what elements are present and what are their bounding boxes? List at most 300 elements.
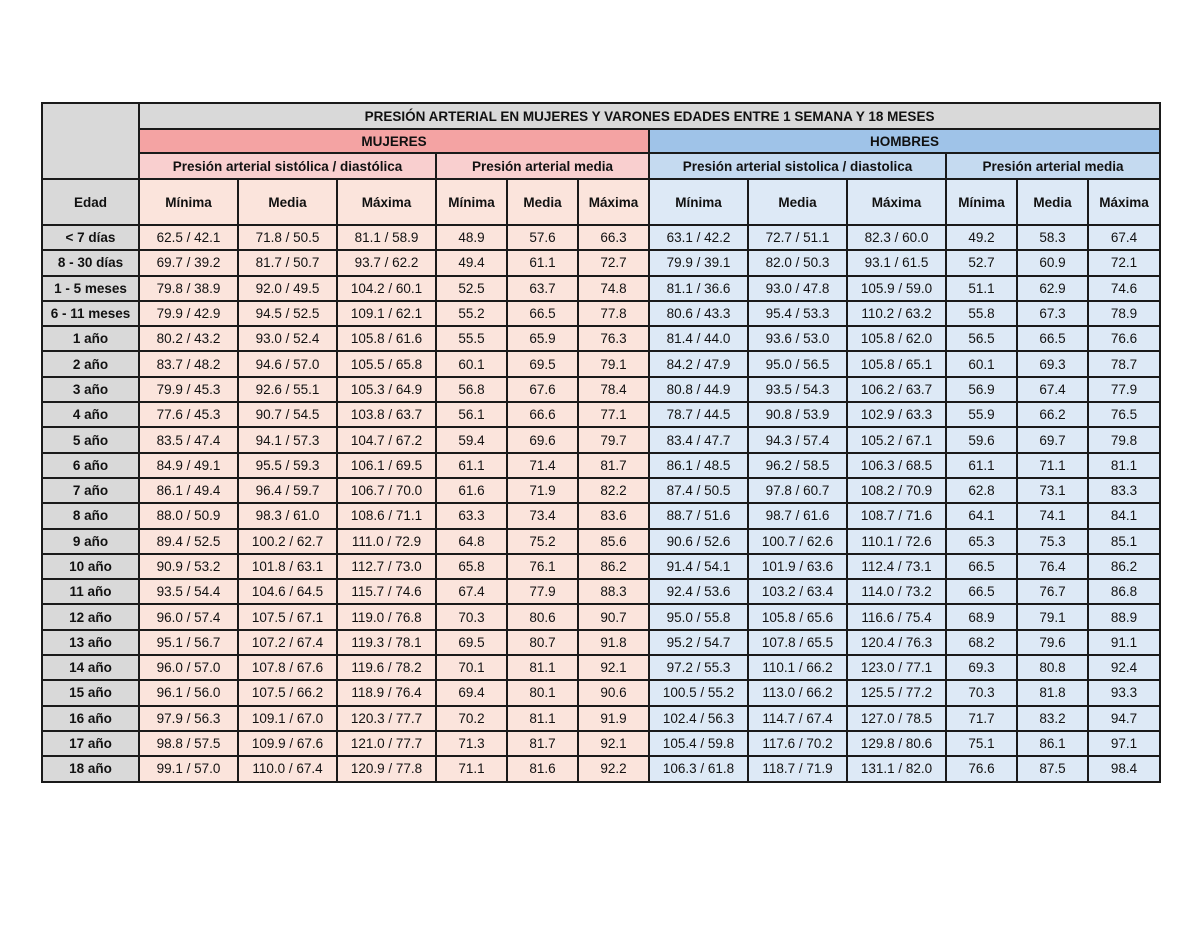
table-cell: 73.4 xyxy=(507,503,578,528)
table-cell: 97.2 / 55.3 xyxy=(649,655,748,680)
table-cell: 108.6 / 71.1 xyxy=(337,503,436,528)
table-cell: 120.9 / 77.8 xyxy=(337,756,436,781)
table-cell: 108.7 / 71.6 xyxy=(847,503,946,528)
row-age-label: 8 año xyxy=(42,503,139,528)
table-cell: 75.3 xyxy=(1017,529,1088,554)
table-cell: 90.6 xyxy=(578,680,649,705)
table-cell: 81.7 xyxy=(578,453,649,478)
table-cell: 92.6 / 55.1 xyxy=(238,377,337,402)
table-cell: 66.2 xyxy=(1017,402,1088,427)
table-cell: 77.9 xyxy=(507,579,578,604)
table-cell: 70.3 xyxy=(436,604,507,629)
table-cell: 104.7 / 67.2 xyxy=(337,427,436,452)
table-cell: 120.4 / 76.3 xyxy=(847,630,946,655)
table-cell: 86.1 / 48.5 xyxy=(649,453,748,478)
table-cell: 91.8 xyxy=(578,630,649,655)
table-cell: 62.9 xyxy=(1017,276,1088,301)
table-cell: 93.3 xyxy=(1088,680,1160,705)
table-cell: 119.0 / 76.8 xyxy=(337,604,436,629)
column-header: Mínima xyxy=(946,179,1017,225)
table-cell: 71.4 xyxy=(507,453,578,478)
table-cell: 69.3 xyxy=(946,655,1017,680)
table-cell: 114.7 / 67.4 xyxy=(748,706,847,731)
row-age-label: 16 año xyxy=(42,706,139,731)
table-cell: 88.9 xyxy=(1088,604,1160,629)
table-cell: 80.6 xyxy=(507,604,578,629)
table-cell: 55.2 xyxy=(436,301,507,326)
table-cell: 97.1 xyxy=(1088,731,1160,756)
table-cell: 66.5 xyxy=(1017,326,1088,351)
table-cell: 49.2 xyxy=(946,225,1017,250)
table-row xyxy=(42,326,1160,351)
table-cell: 63.7 xyxy=(507,276,578,301)
table-cell: 79.1 xyxy=(578,351,649,376)
table-cell: 98.4 xyxy=(1088,756,1160,781)
subheader-women-systolic-diastolic: Presión arterial sistólica / diastólica xyxy=(139,153,436,179)
row-age-label: 3 año xyxy=(42,377,139,402)
table-cell: 78.7 xyxy=(1088,351,1160,376)
table-cell: 76.7 xyxy=(1017,579,1088,604)
table-row xyxy=(42,377,1160,402)
table-cell: 74.6 xyxy=(1088,276,1160,301)
table-row xyxy=(42,503,1160,528)
table-row xyxy=(42,453,1160,478)
table-cell: 109.9 / 67.6 xyxy=(238,731,337,756)
row-age-label: 15 año xyxy=(42,680,139,705)
table-cell: 94.3 / 57.4 xyxy=(748,427,847,452)
table-cell: 68.9 xyxy=(946,604,1017,629)
table-cell: 85.6 xyxy=(578,529,649,554)
table-cell: 117.6 / 70.2 xyxy=(748,731,847,756)
column-header: Media xyxy=(748,179,847,225)
table-cell: 109.1 / 67.0 xyxy=(238,706,337,731)
column-header: Máxima xyxy=(1088,179,1160,225)
table-cell: 71.7 xyxy=(946,706,1017,731)
table-cell: 91.1 xyxy=(1088,630,1160,655)
table-cell: 77.8 xyxy=(578,301,649,326)
row-age-label: 2 año xyxy=(42,351,139,376)
row-age-label: 10 año xyxy=(42,554,139,579)
row-age-label: 14 año xyxy=(42,655,139,680)
table-cell: 82.0 / 50.3 xyxy=(748,250,847,275)
table-cell: 61.6 xyxy=(436,478,507,503)
table-cell: 97.8 / 60.7 xyxy=(748,478,847,503)
table-cell: 65.9 xyxy=(507,326,578,351)
table-cell: 59.6 xyxy=(946,427,1017,452)
table-row xyxy=(42,706,1160,731)
row-age-label: 6 año xyxy=(42,453,139,478)
table-cell: 73.1 xyxy=(1017,478,1088,503)
table-cell: 62.8 xyxy=(946,478,1017,503)
table-cell: 92.4 xyxy=(1088,655,1160,680)
row-age-label: 1 año xyxy=(42,326,139,351)
subheader-men-systolic-diastolic: Presión arterial sistolica / diastolica xyxy=(649,153,946,179)
table-cell: 90.9 / 53.2 xyxy=(139,554,238,579)
table-cell: 121.0 / 77.7 xyxy=(337,731,436,756)
table-cell: 67.4 xyxy=(1088,225,1160,250)
table-cell: 86.1 xyxy=(1017,731,1088,756)
table-cell: 91.4 / 54.1 xyxy=(649,554,748,579)
column-header: Media xyxy=(238,179,337,225)
table-cell: 86.8 xyxy=(1088,579,1160,604)
table-cell: 69.4 xyxy=(436,680,507,705)
table-cell: 79.1 xyxy=(1017,604,1088,629)
table-cell: 48.9 xyxy=(436,225,507,250)
table-cell: 49.4 xyxy=(436,250,507,275)
table-cell: 87.4 / 50.5 xyxy=(649,478,748,503)
table-row xyxy=(42,731,1160,756)
table-cell: 71.1 xyxy=(436,756,507,781)
table-cell: 79.6 xyxy=(1017,630,1088,655)
table-cell: 107.5 / 67.1 xyxy=(238,604,337,629)
table-cell: 81.7 xyxy=(507,731,578,756)
table-row xyxy=(42,630,1160,655)
table-cell: 105.8 / 65.6 xyxy=(748,604,847,629)
column-header: Media xyxy=(1017,179,1088,225)
table-cell: 100.7 / 62.6 xyxy=(748,529,847,554)
table-cell: 80.7 xyxy=(507,630,578,655)
group-header-women: MUJERES xyxy=(139,129,649,153)
table-cell: 56.1 xyxy=(436,402,507,427)
column-header: Mínima xyxy=(649,179,748,225)
table-cell: 79.8 / 38.9 xyxy=(139,276,238,301)
table-cell: 93.0 / 52.4 xyxy=(238,326,337,351)
table-cell: 64.8 xyxy=(436,529,507,554)
table-cell: 58.3 xyxy=(1017,225,1088,250)
table-cell: 110.1 / 72.6 xyxy=(847,529,946,554)
table-row xyxy=(42,427,1160,452)
row-age-label: 1 - 5 meses xyxy=(42,276,139,301)
table-cell: 114.0 / 73.2 xyxy=(847,579,946,604)
table-cell: 96.4 / 59.7 xyxy=(238,478,337,503)
row-age-label: < 7 días xyxy=(42,225,139,250)
table-cell: 106.7 / 70.0 xyxy=(337,478,436,503)
column-header: Mínima xyxy=(436,179,507,225)
table-cell: 51.1 xyxy=(946,276,1017,301)
row-age-label: 13 año xyxy=(42,630,139,655)
column-header-row xyxy=(42,179,1160,225)
table-cell: 82.3 / 60.0 xyxy=(847,225,946,250)
subheader-women-mean: Presión arterial media xyxy=(436,153,649,179)
table-cell: 112.4 / 73.1 xyxy=(847,554,946,579)
table-cell: 90.8 / 53.9 xyxy=(748,402,847,427)
table-cell: 129.8 / 80.6 xyxy=(847,731,946,756)
table-cell: 113.0 / 66.2 xyxy=(748,680,847,705)
table-cell: 60.1 xyxy=(436,351,507,376)
table-row xyxy=(42,276,1160,301)
table-cell: 69.6 xyxy=(507,427,578,452)
table-cell: 52.7 xyxy=(946,250,1017,275)
table-cell: 105.8 / 62.0 xyxy=(847,326,946,351)
table-cell: 88.7 / 51.6 xyxy=(649,503,748,528)
table-cell: 109.1 / 62.1 xyxy=(337,301,436,326)
table-cell: 61.1 xyxy=(946,453,1017,478)
table-cell: 79.9 / 39.1 xyxy=(649,250,748,275)
table-cell: 66.6 xyxy=(507,402,578,427)
table-cell: 71.9 xyxy=(507,478,578,503)
table-cell: 76.3 xyxy=(578,326,649,351)
table-cell: 56.5 xyxy=(946,326,1017,351)
table-cell: 104.6 / 64.5 xyxy=(238,579,337,604)
table-cell: 94.5 / 52.5 xyxy=(238,301,337,326)
table-cell: 93.1 / 61.5 xyxy=(847,250,946,275)
table-cell: 112.7 / 73.0 xyxy=(337,554,436,579)
table-cell: 77.9 xyxy=(1088,377,1160,402)
table-cell: 81.7 / 50.7 xyxy=(238,250,337,275)
table-cell: 131.1 / 82.0 xyxy=(847,756,946,781)
table-cell: 83.4 / 47.7 xyxy=(649,427,748,452)
table-cell: 71.8 / 50.5 xyxy=(238,225,337,250)
table-cell: 65.8 xyxy=(436,554,507,579)
table-cell: 89.4 / 52.5 xyxy=(139,529,238,554)
table-cell: 116.6 / 75.4 xyxy=(847,604,946,629)
table-cell: 100.5 / 55.2 xyxy=(649,680,748,705)
table-cell: 71.3 xyxy=(436,731,507,756)
table-cell: 81.1 / 58.9 xyxy=(337,225,436,250)
table-cell: 100.2 / 62.7 xyxy=(238,529,337,554)
column-header: Máxima xyxy=(847,179,946,225)
table-cell: 76.6 xyxy=(946,756,1017,781)
table-cell: 88.0 / 50.9 xyxy=(139,503,238,528)
table-cell: 77.1 xyxy=(578,402,649,427)
table-cell: 79.8 xyxy=(1088,427,1160,452)
table-cell: 105.3 / 64.9 xyxy=(337,377,436,402)
table-cell: 81.1 xyxy=(507,655,578,680)
table-cell: 96.0 / 57.0 xyxy=(139,655,238,680)
table-cell: 93.0 / 47.8 xyxy=(748,276,847,301)
table-cell: 92.1 xyxy=(578,655,649,680)
table-cell: 55.8 xyxy=(946,301,1017,326)
table-cell: 68.2 xyxy=(946,630,1017,655)
table-cell: 84.2 / 47.9 xyxy=(649,351,748,376)
table-cell: 69.7 xyxy=(1017,427,1088,452)
table-cell: 96.0 / 57.4 xyxy=(139,604,238,629)
table-cell: 78.4 xyxy=(578,377,649,402)
row-age-label: 17 año xyxy=(42,731,139,756)
table-cell: 103.8 / 63.7 xyxy=(337,402,436,427)
table-row xyxy=(42,250,1160,275)
table-cell: 81.1 xyxy=(507,706,578,731)
row-age-label: 9 año xyxy=(42,529,139,554)
table-cell: 65.3 xyxy=(946,529,1017,554)
group-header-men: HOMBRES xyxy=(649,129,1160,153)
corner-cell xyxy=(42,103,139,179)
table-row xyxy=(42,579,1160,604)
table-cell: 99.1 / 57.0 xyxy=(139,756,238,781)
table-cell: 59.4 xyxy=(436,427,507,452)
table-cell: 56.8 xyxy=(436,377,507,402)
row-age-label: 12 año xyxy=(42,604,139,629)
table-cell: 66.3 xyxy=(578,225,649,250)
table-cell: 95.1 / 56.7 xyxy=(139,630,238,655)
table-cell: 57.6 xyxy=(507,225,578,250)
table-cell: 102.9 / 63.3 xyxy=(847,402,946,427)
table-cell: 103.2 / 63.4 xyxy=(748,579,847,604)
table-cell: 83.2 xyxy=(1017,706,1088,731)
table-cell: 101.8 / 63.1 xyxy=(238,554,337,579)
table-cell: 110.2 / 63.2 xyxy=(847,301,946,326)
table-cell: 106.3 / 61.8 xyxy=(649,756,748,781)
table-cell: 79.9 / 42.9 xyxy=(139,301,238,326)
table-cell: 97.9 / 56.3 xyxy=(139,706,238,731)
table-cell: 82.2 xyxy=(578,478,649,503)
table-cell: 67.4 xyxy=(1017,377,1088,402)
table-cell: 106.3 / 68.5 xyxy=(847,453,946,478)
table-cell: 92.1 xyxy=(578,731,649,756)
table-cell: 81.1 / 36.6 xyxy=(649,276,748,301)
table-cell: 66.5 xyxy=(507,301,578,326)
table-cell: 81.4 / 44.0 xyxy=(649,326,748,351)
table-cell: 86.1 / 49.4 xyxy=(139,478,238,503)
row-age-label: 18 año xyxy=(42,756,139,781)
table-cell: 98.7 / 61.6 xyxy=(748,503,847,528)
table-cell: 70.2 xyxy=(436,706,507,731)
table-cell: 119.6 / 78.2 xyxy=(337,655,436,680)
table-cell: 74.8 xyxy=(578,276,649,301)
table-cell: 56.9 xyxy=(946,377,1017,402)
blood-pressure-table xyxy=(41,102,1161,783)
table-cell: 83.5 / 47.4 xyxy=(139,427,238,452)
table-cell: 92.0 / 49.5 xyxy=(238,276,337,301)
table-cell: 60.9 xyxy=(1017,250,1088,275)
table-cell: 107.8 / 67.6 xyxy=(238,655,337,680)
table-cell: 76.6 xyxy=(1088,326,1160,351)
table-cell: 105.9 / 59.0 xyxy=(847,276,946,301)
table-row xyxy=(42,680,1160,705)
table-row xyxy=(42,655,1160,680)
table-cell: 61.1 xyxy=(507,250,578,275)
table-cell: 94.6 / 57.0 xyxy=(238,351,337,376)
table-cell: 93.6 / 53.0 xyxy=(748,326,847,351)
table-cell: 80.8 / 44.9 xyxy=(649,377,748,402)
table-cell: 80.2 / 43.2 xyxy=(139,326,238,351)
table-cell: 81.6 xyxy=(507,756,578,781)
table-cell: 75.1 xyxy=(946,731,1017,756)
row-age-label: 11 año xyxy=(42,579,139,604)
table-cell: 75.2 xyxy=(507,529,578,554)
table-cell: 60.1 xyxy=(946,351,1017,376)
table-cell: 106.2 / 63.7 xyxy=(847,377,946,402)
table-row xyxy=(42,478,1160,503)
table-cell: 83.7 / 48.2 xyxy=(139,351,238,376)
row-age-label: 7 año xyxy=(42,478,139,503)
table-cell: 69.5 xyxy=(436,630,507,655)
column-header: Máxima xyxy=(578,179,649,225)
table-cell: 90.6 / 52.6 xyxy=(649,529,748,554)
table-cell: 64.1 xyxy=(946,503,1017,528)
table-cell: 70.3 xyxy=(946,680,1017,705)
row-age-label: 8 - 30 días xyxy=(42,250,139,275)
table-cell: 125.5 / 77.2 xyxy=(847,680,946,705)
table-cell: 102.4 / 56.3 xyxy=(649,706,748,731)
table-row xyxy=(42,756,1160,781)
table-cell: 80.8 xyxy=(1017,655,1088,680)
table-cell: 127.0 / 78.5 xyxy=(847,706,946,731)
column-header: Máxima xyxy=(337,179,436,225)
table-cell: 104.2 / 60.1 xyxy=(337,276,436,301)
table-cell: 85.1 xyxy=(1088,529,1160,554)
table-row xyxy=(42,402,1160,427)
column-header-edad: Edad xyxy=(42,179,139,225)
table-cell: 63.3 xyxy=(436,503,507,528)
table-cell: 67.6 xyxy=(507,377,578,402)
table-cell: 105.2 / 67.1 xyxy=(847,427,946,452)
table-cell: 91.9 xyxy=(578,706,649,731)
table-cell: 98.3 / 61.0 xyxy=(238,503,337,528)
table-cell: 76.5 xyxy=(1088,402,1160,427)
table-cell: 123.0 / 77.1 xyxy=(847,655,946,680)
table-row xyxy=(42,225,1160,250)
table-cell: 86.2 xyxy=(578,554,649,579)
table-cell: 55.9 xyxy=(946,402,1017,427)
table-row xyxy=(42,351,1160,376)
table-cell: 95.2 / 54.7 xyxy=(649,630,748,655)
table-cell: 74.1 xyxy=(1017,503,1088,528)
table-cell: 105.8 / 61.6 xyxy=(337,326,436,351)
table-cell: 62.5 / 42.1 xyxy=(139,225,238,250)
table-cell: 78.7 / 44.5 xyxy=(649,402,748,427)
table-cell: 88.3 xyxy=(578,579,649,604)
table-cell: 95.0 / 56.5 xyxy=(748,351,847,376)
table-cell: 92.4 / 53.6 xyxy=(649,579,748,604)
column-header: Media xyxy=(507,179,578,225)
table-cell: 72.7 / 51.1 xyxy=(748,225,847,250)
table-cell: 105.8 / 65.1 xyxy=(847,351,946,376)
table-cell: 55.5 xyxy=(436,326,507,351)
table-cell: 120.3 / 77.7 xyxy=(337,706,436,731)
table-cell: 80.1 xyxy=(507,680,578,705)
subheader-men-mean: Presión arterial media xyxy=(946,153,1160,179)
table-cell: 69.7 / 39.2 xyxy=(139,250,238,275)
table-cell: 94.1 / 57.3 xyxy=(238,427,337,452)
table-cell: 94.7 xyxy=(1088,706,1160,731)
table-cell: 105.4 / 59.8 xyxy=(649,731,748,756)
table-cell: 107.5 / 66.2 xyxy=(238,680,337,705)
table-cell: 95.5 / 59.3 xyxy=(238,453,337,478)
table-cell: 69.5 xyxy=(507,351,578,376)
row-age-label: 4 año xyxy=(42,402,139,427)
table-cell: 66.5 xyxy=(946,579,1017,604)
table-cell: 67.3 xyxy=(1017,301,1088,326)
table-cell: 96.2 / 58.5 xyxy=(748,453,847,478)
table-cell: 86.2 xyxy=(1088,554,1160,579)
table-cell: 95.0 / 55.8 xyxy=(649,604,748,629)
table-cell: 96.1 / 56.0 xyxy=(139,680,238,705)
table-cell: 71.1 xyxy=(1017,453,1088,478)
table-cell: 61.1 xyxy=(436,453,507,478)
row-age-label: 6 - 11 meses xyxy=(42,301,139,326)
table-row xyxy=(42,301,1160,326)
table-cell: 81.1 xyxy=(1088,453,1160,478)
table-cell: 98.8 / 57.5 xyxy=(139,731,238,756)
table-cell: 107.8 / 65.5 xyxy=(748,630,847,655)
table-cell: 90.7 xyxy=(578,604,649,629)
table-cell: 93.7 / 62.2 xyxy=(337,250,436,275)
table-title: PRESIÓN ARTERIAL EN MUJERES Y VARONES EDADES ENTRE 1 SEMANA Y 18 MESES xyxy=(139,103,1160,129)
table-cell: 83.3 xyxy=(1088,478,1160,503)
table-cell: 80.6 / 43.3 xyxy=(649,301,748,326)
table-cell: 66.5 xyxy=(946,554,1017,579)
table-cell: 101.9 / 63.6 xyxy=(748,554,847,579)
table-cell: 83.6 xyxy=(578,503,649,528)
table-body xyxy=(42,225,1160,782)
table-cell: 63.1 / 42.2 xyxy=(649,225,748,250)
table-cell: 119.3 / 78.1 xyxy=(337,630,436,655)
table-cell: 93.5 / 54.3 xyxy=(748,377,847,402)
table-cell: 110.0 / 67.4 xyxy=(238,756,337,781)
table-cell: 84.1 xyxy=(1088,503,1160,528)
table-row xyxy=(42,554,1160,579)
